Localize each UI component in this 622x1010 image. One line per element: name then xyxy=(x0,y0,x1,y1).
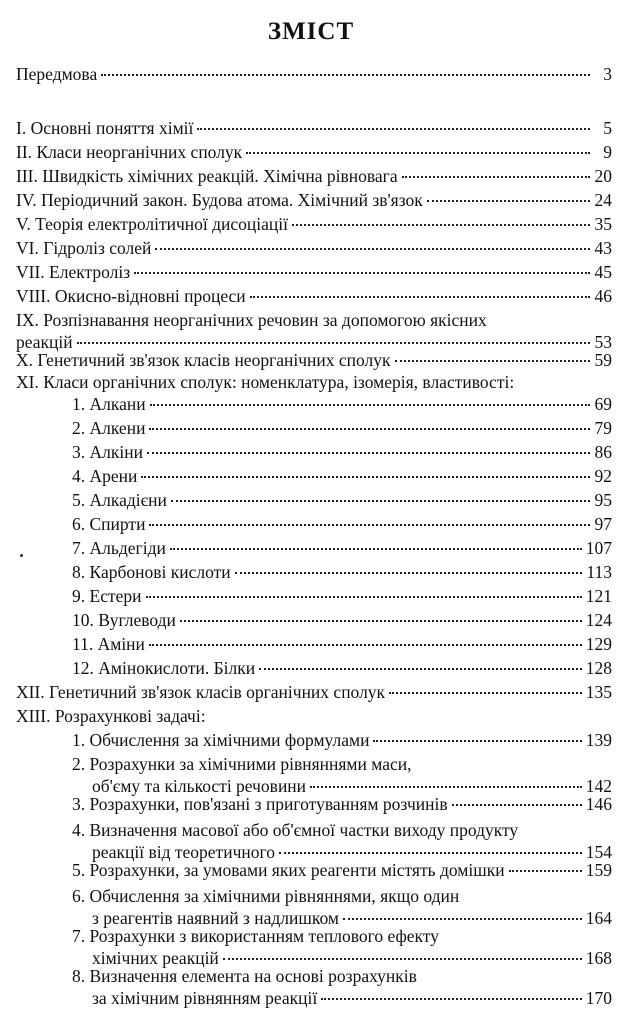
toc-page-number: 124 xyxy=(585,610,612,630)
toc-entry-line xyxy=(72,418,612,440)
toc-entry-line xyxy=(72,794,612,816)
toc-entry-line xyxy=(72,860,612,882)
leader-dots xyxy=(452,804,582,806)
leader-dots xyxy=(310,786,582,788)
toc-entry-title: Передмова xyxy=(16,64,98,84)
toc-entry-line xyxy=(72,730,612,752)
leader-dots xyxy=(171,500,590,502)
toc-entry-title: 1. Обчислення за хімічними формулами xyxy=(72,730,370,750)
toc-entry-continuation: реакцій xyxy=(16,332,73,352)
toc-entry-title: 6. Обчислення за хімічними рівняннями, якщо один xyxy=(72,886,460,906)
leader-dots xyxy=(246,152,590,154)
leader-dots xyxy=(427,200,590,202)
stray-ink-dot xyxy=(20,554,23,557)
toc-entry-line xyxy=(16,118,612,140)
toc-entry-title: 4. Визначення масової або об'ємної частки виходу продукту xyxy=(72,820,519,840)
leader-dots xyxy=(395,360,590,362)
toc-entry-title: X. Генетичний зв'язок класів неорганічних сполук xyxy=(16,350,391,370)
toc-entry-line xyxy=(72,634,612,656)
toc-page-number: 79 xyxy=(594,418,612,438)
leader-dots xyxy=(155,248,590,250)
toc-entry-line xyxy=(72,466,612,488)
leader-dots xyxy=(77,342,590,344)
toc-entry-line xyxy=(72,586,612,608)
leader-dots xyxy=(197,128,590,130)
leader-dots xyxy=(149,524,590,526)
toc-page-number: 24 xyxy=(594,190,612,210)
toc-entry-title: 12. Амінокислоти. Білки xyxy=(72,658,256,678)
toc-page-number: 135 xyxy=(585,682,612,702)
toc-entry-title: 3. Розрахунки, пов'язані з приготуванням розчинів xyxy=(72,794,448,814)
toc-entry-line xyxy=(16,682,612,704)
toc-entry-title: 10. Вуглеводи xyxy=(72,610,176,630)
toc-entry-title: XI. Класи органічних сполук: номенклатура, ізомерія, властивості: xyxy=(16,372,515,392)
toc-entry-line xyxy=(16,142,612,164)
toc-entry-title: IV. Періодичний закон. Будова атома. Хімічний зв'язок xyxy=(16,190,423,210)
toc-entry-title: XIII. Розрахункові задачі: xyxy=(16,706,206,726)
toc-entry-title: 4. Арени xyxy=(72,466,138,486)
toc-entry-title: IX. Розпізнавання неорганічних речовин за допомогою якісних xyxy=(16,310,487,330)
toc-entry-line xyxy=(72,610,612,632)
toc-entry-line xyxy=(16,214,612,236)
toc-entry-line xyxy=(72,490,612,512)
leader-dots xyxy=(279,852,582,854)
toc-entry-title: 7. Альдегіди xyxy=(72,538,166,558)
leader-dots xyxy=(134,272,590,274)
toc-entry-line xyxy=(16,64,612,86)
toc-entry-title: 6. Спирти xyxy=(72,514,146,534)
leader-dots xyxy=(292,224,590,226)
toc-page-number: 95 xyxy=(594,490,612,510)
toc-entry-title: XII. Генетичний зв'язок класів органічних сполук xyxy=(16,682,386,702)
toc-page-number: 139 xyxy=(585,730,612,750)
toc-page-number: 9 xyxy=(603,142,612,162)
toc-page-number: 35 xyxy=(594,214,612,234)
toc-entry-line xyxy=(72,514,612,536)
toc-entry-title: VI. Гідроліз солей xyxy=(16,238,152,258)
toc-entry-title: 5. Розрахунки, за умовами яких реагенти містять домішки xyxy=(72,860,505,880)
toc-entry-line xyxy=(16,372,612,394)
toc-entry-title: 7. Розрахунки з використанням теплового ефекту xyxy=(72,926,439,946)
leader-dots xyxy=(373,740,581,742)
toc-page-number: 164 xyxy=(585,908,612,928)
toc-entry-title: 8. Карбонові кислоти xyxy=(72,562,231,582)
toc-page-number: 168 xyxy=(585,948,612,968)
toc-entry-title: VII. Електроліз xyxy=(16,262,131,282)
leader-dots xyxy=(250,296,590,298)
toc-entry-line xyxy=(16,166,612,188)
toc-entry-title: VIII. Окисно-відновні процеси xyxy=(16,286,246,306)
toc-entry-continuation: за хімічним рівнянням реакції xyxy=(92,988,318,1008)
toc-entry-title: III. Швидкість хімічних реакцій. Хімічна рівновага xyxy=(16,166,398,186)
toc-page-number: 170 xyxy=(585,988,612,1008)
toc-entry-title: V. Теорія електролітичної дисоціації xyxy=(16,214,289,234)
toc-page-number: 46 xyxy=(594,286,612,306)
leader-dots xyxy=(389,692,582,694)
toc-entry-continuation: об'єму та кількості речовини xyxy=(92,776,307,796)
toc-page-number: 107 xyxy=(585,538,612,558)
toc-page-number: 59 xyxy=(594,350,612,370)
toc-page-number: 159 xyxy=(585,860,612,880)
leader-dots xyxy=(146,596,582,598)
toc-entry-title: 3. Алкіни xyxy=(72,442,143,462)
leader-dots xyxy=(149,644,582,646)
leader-dots xyxy=(402,176,590,178)
toc-entry-line xyxy=(72,394,612,416)
toc-page-number: 3 xyxy=(603,64,612,84)
leader-dots xyxy=(343,918,582,920)
toc-entry-title: I. Основні поняття хімії xyxy=(16,118,194,138)
toc-entry-title: 1. Алкани xyxy=(72,394,146,414)
toc-page-number: 20 xyxy=(594,166,612,186)
toc-entry-title: 5. Алкадієни xyxy=(72,490,167,510)
toc-page-number: 45 xyxy=(594,262,612,282)
toc-page-number: 53 xyxy=(594,332,612,352)
leader-dots xyxy=(149,428,590,430)
toc-entry-line xyxy=(72,562,612,584)
toc-entry-continuation: реакції від теоретичного xyxy=(92,842,275,862)
toc-page-number: 92 xyxy=(594,466,612,486)
toc-page-number: 43 xyxy=(594,238,612,258)
toc-page-number: 146 xyxy=(585,794,612,814)
leader-dots xyxy=(141,476,590,478)
toc-entry-line xyxy=(16,286,612,308)
leader-dots xyxy=(223,958,582,960)
toc-entry-line xyxy=(72,886,612,908)
toc-entry-title: 9. Естери xyxy=(72,586,142,606)
toc-entry-title: 2. Алкени xyxy=(72,418,146,438)
toc-entry-line xyxy=(16,310,612,332)
toc-entry-continuation: хімічних реакцій xyxy=(92,948,219,968)
leader-dots xyxy=(101,74,590,76)
toc-entry-title: II. Класи неорганічних сполук xyxy=(16,142,243,162)
page-title: ЗМІСТ xyxy=(267,18,355,45)
toc-entry-line xyxy=(72,538,612,560)
toc-page-number: 128 xyxy=(585,658,612,678)
toc-entry-line xyxy=(72,658,612,680)
toc-page-number: 69 xyxy=(594,394,612,414)
toc-entry-line xyxy=(16,262,612,284)
leader-dots xyxy=(259,668,582,670)
toc-entry-line xyxy=(16,190,612,212)
leader-dots xyxy=(147,452,590,454)
toc-entry-line xyxy=(16,350,612,372)
toc-page-number: 5 xyxy=(603,118,612,138)
toc-entry-title: 2. Розрахунки за хімічними рівняннями маси, xyxy=(72,754,412,774)
toc-page-number: 97 xyxy=(594,514,612,534)
toc-page-number: 154 xyxy=(585,842,612,862)
toc-entry-line xyxy=(72,820,612,842)
toc-entry-line xyxy=(92,988,612,1010)
toc-entry-line xyxy=(72,754,612,776)
toc-page-number: 121 xyxy=(585,586,612,606)
toc-entry-continuation: з реагентів наявний з надлишком xyxy=(92,908,339,928)
toc-entry-line xyxy=(16,706,612,728)
toc-entry-line xyxy=(72,966,612,988)
leader-dots xyxy=(235,572,583,574)
toc-page-number: 142 xyxy=(585,776,612,796)
toc-page-number: 113 xyxy=(586,562,612,582)
leader-dots xyxy=(150,404,590,406)
toc-entry-title: 8. Визначення елемента на основі розрахунків xyxy=(72,966,417,986)
toc-entry-title: 11. Аміни xyxy=(72,634,145,654)
toc-entry-line xyxy=(72,926,612,948)
toc-entry-line xyxy=(16,238,612,260)
leader-dots xyxy=(509,870,582,872)
leader-dots xyxy=(170,548,582,550)
toc-page-number: 86 xyxy=(594,442,612,462)
leader-dots xyxy=(180,620,582,622)
toc-entry-line xyxy=(72,442,612,464)
toc-page-number: 129 xyxy=(585,634,612,654)
